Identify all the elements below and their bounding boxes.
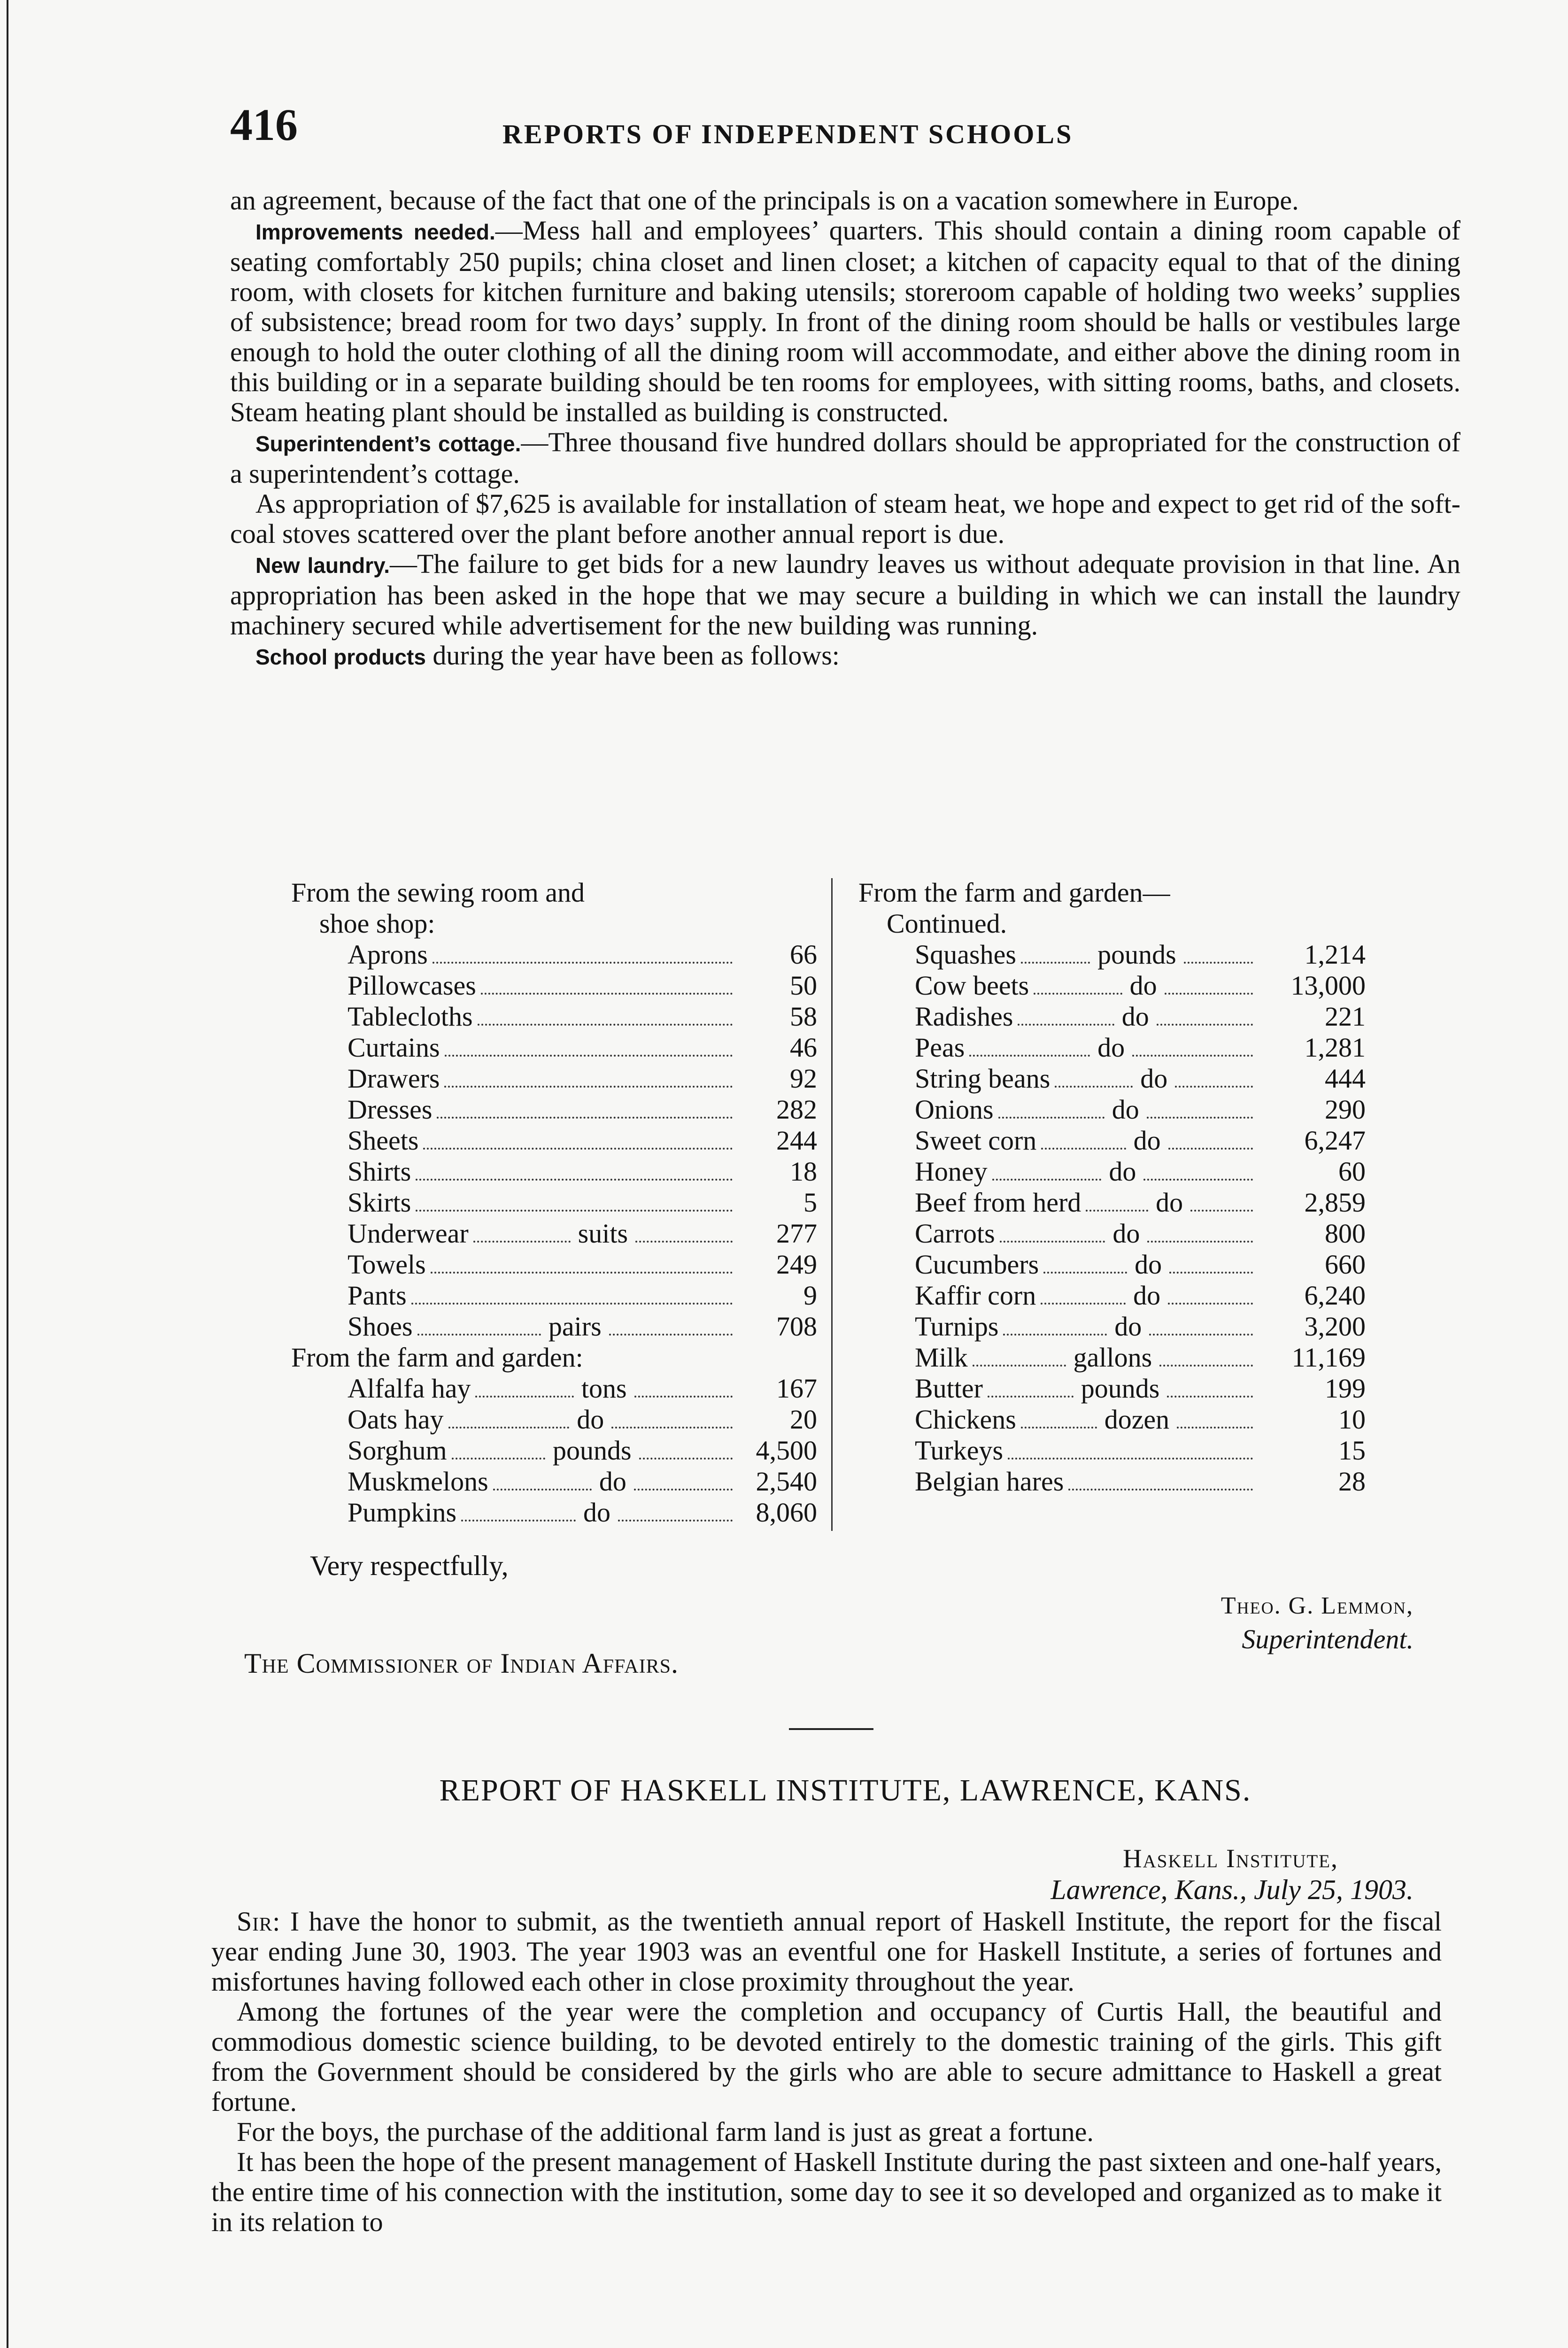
- leader-dots: [411, 1303, 733, 1305]
- product-label: Dresses: [348, 1094, 433, 1125]
- leader-dots: [437, 1117, 733, 1119]
- products-right-column: [858, 877, 1366, 1497]
- product-unit: pounds: [1097, 939, 1176, 970]
- product-row: [858, 1311, 1366, 1342]
- product-row: [291, 1032, 817, 1063]
- product-label: Butter: [915, 1373, 983, 1404]
- leader-dots: [634, 1396, 733, 1398]
- product-label: Shoes: [348, 1311, 413, 1342]
- farm-list-right: [858, 939, 1366, 1497]
- product-unit: do: [1156, 1187, 1183, 1218]
- product-value: 58: [790, 1001, 817, 1032]
- product-value: 5: [803, 1187, 817, 1218]
- product-unit: pounds: [553, 1435, 632, 1466]
- leader-dots: [1034, 993, 1122, 995]
- product-row: [858, 1094, 1366, 1125]
- leader-dots: [998, 1117, 1105, 1119]
- product-label: Milk: [915, 1342, 968, 1373]
- product-label: Carrots: [915, 1218, 995, 1249]
- leader-dots: [475, 1396, 573, 1398]
- page-number: 416: [230, 100, 298, 150]
- product-unit: do: [1129, 970, 1157, 1001]
- product-value: 6,240: [1304, 1280, 1366, 1311]
- product-label: Pillowcases: [348, 970, 476, 1001]
- products-left-column: [291, 877, 817, 1528]
- leader-dots: [1184, 962, 1253, 964]
- leader-dots: [1190, 1210, 1253, 1212]
- product-value: 444: [1325, 1063, 1366, 1094]
- product-label: Turnips: [915, 1311, 999, 1342]
- paragraph-intro: [211, 1907, 1442, 1997]
- product-label: Onions: [915, 1094, 994, 1125]
- paragraph-text: —Mess hall and employees’ quarters. This should contain a dining room capable of seating comfortably 250 pupils; china closet and linen closet; a kitchen of capacity equal to that of the dining room, with closets for kitchen furniture and baking utensils; storeroom capable of holding two weeks’ supplies of subsistence; bread room for two days’ supply. In front of the dining room should be halls or vestibules large enough to hold the outer clothing of all the dining room will accommodate, and either above the dining room in this building or in a separate building should be ten rooms for employees, with sitting rooms, baths, and closets. Steam heating plant should be installed as building is constructed.: [230, 215, 1460, 427]
- leader-dots: [1147, 1117, 1253, 1119]
- signer-title: Superintendent.: [1242, 1624, 1414, 1654]
- product-value: 708: [776, 1311, 818, 1342]
- product-row: [291, 939, 817, 970]
- leader-dots: [969, 1055, 1090, 1057]
- leader-dots: [973, 1365, 1066, 1367]
- report-title: REPORT OF HASKELL INSTITUTE, LAWRENCE, KANS.: [439, 1773, 1251, 1807]
- leader-dots: [423, 1148, 733, 1150]
- leader-dots: [416, 1179, 733, 1181]
- leader-dots: [1041, 1303, 1126, 1305]
- product-row: [858, 1156, 1366, 1187]
- product-label: Cucumbers: [915, 1249, 1039, 1280]
- paragraph-text: I have the honor to submit, as the twentieth annual report of Haskell Institute, the report for the fiscal year ending June 30, 1903. The year 1903 was an eventful one for Haskell Institute, a series of fortunes and misfortunes having followed each other in close proximity throughout the year.: [211, 1906, 1442, 1997]
- product-unit: do: [1112, 1094, 1139, 1125]
- product-row: [858, 1435, 1366, 1466]
- leader-dots: [445, 1055, 733, 1057]
- product-label: Oats hay: [348, 1404, 444, 1435]
- product-unit: do: [1133, 1280, 1161, 1311]
- product-unit: do: [583, 1497, 611, 1528]
- product-value: 2,859: [1304, 1187, 1366, 1218]
- product-label: Belgian hares: [915, 1466, 1064, 1497]
- product-value: 244: [776, 1125, 817, 1156]
- product-label: Skirts: [348, 1187, 411, 1218]
- leader-dots: [609, 1334, 733, 1336]
- leader-dots: [1157, 1024, 1253, 1026]
- leader-dots: [1086, 1210, 1148, 1212]
- leader-dots: [1168, 1148, 1253, 1150]
- product-row: [858, 1187, 1366, 1218]
- section-heading: From the sewing room and: [291, 877, 585, 908]
- leader-dots: [417, 1334, 541, 1336]
- leader-dots: [992, 1179, 1102, 1181]
- product-label: Peas: [915, 1032, 965, 1063]
- leader-dots: [1021, 962, 1090, 964]
- leader-dots: [1159, 1365, 1253, 1367]
- page-edge-left: [7, 0, 8, 2348]
- product-row: [291, 1156, 817, 1187]
- leader-dots: [639, 1458, 733, 1460]
- product-value: 1,214: [1304, 939, 1366, 970]
- column-divider: [831, 878, 833, 1531]
- product-unit: do: [1135, 1249, 1162, 1280]
- leader-dots: [493, 1489, 592, 1491]
- run-in-heading: School products: [255, 645, 426, 669]
- product-row: [858, 970, 1366, 1001]
- leader-dots: [1168, 1303, 1253, 1305]
- leader-dots: [444, 1086, 733, 1088]
- product-row: [291, 1063, 817, 1094]
- leader-dots: [448, 1427, 570, 1429]
- paragraph: As appropriation of $7,625 is available for installation of steam heat, we hope and expect to get rid of the soft-coal stoves scattered over the plant before another annual report is due.: [230, 488, 1460, 549]
- product-value: 15: [1338, 1435, 1366, 1466]
- leader-dots: [635, 1241, 733, 1243]
- paragraph: an agreement, because of the fact that one of the principals is on a vacation somewhere in Europe.: [230, 185, 1299, 216]
- product-label: Kaffir corn: [915, 1280, 1036, 1311]
- product-value: 1,281: [1304, 1032, 1366, 1063]
- leader-dots: [431, 1272, 733, 1274]
- leader-dots: [1177, 1427, 1253, 1429]
- product-label: Curtains: [348, 1032, 440, 1063]
- signer-name: Theo. G. Lemmon,: [1220, 1592, 1414, 1619]
- leader-dots: [473, 1241, 571, 1243]
- product-value: 4,500: [756, 1435, 817, 1466]
- paragraph-laundry: [230, 549, 1460, 641]
- leader-dots: [1165, 993, 1253, 995]
- product-label: Honey: [915, 1156, 988, 1187]
- product-label: Pants: [348, 1280, 407, 1311]
- product-label: Radishes: [915, 1001, 1013, 1032]
- product-row: [858, 1218, 1366, 1249]
- product-unit: suits: [578, 1218, 628, 1249]
- leader-dots: [433, 962, 733, 964]
- product-row: [291, 1187, 817, 1218]
- leader-dots: [1175, 1086, 1253, 1088]
- product-row: [291, 1373, 817, 1404]
- leader-dots: [1068, 1489, 1253, 1491]
- product-row: [858, 1373, 1366, 1404]
- product-label: Alfalfa hay: [348, 1373, 471, 1404]
- product-label: String beans: [915, 1063, 1050, 1094]
- product-row: [291, 1094, 817, 1125]
- product-value: 221: [1325, 1001, 1366, 1032]
- leader-dots: [988, 1396, 1074, 1398]
- product-row: [858, 939, 1366, 970]
- product-label: Sorghum: [348, 1435, 447, 1466]
- product-unit: do: [1097, 1032, 1125, 1063]
- product-label: Sheets: [348, 1125, 419, 1156]
- dateline-place-date: Lawrence, Kans., July 25, 1903.: [1050, 1874, 1414, 1905]
- addressee: The Commissioner of Indian Affairs.: [244, 1648, 679, 1679]
- section-rule: [789, 1728, 873, 1730]
- running-head: REPORTS OF INDEPENDENT SCHOOLS: [502, 119, 1074, 149]
- product-unit: do: [1133, 1125, 1161, 1156]
- leader-dots: [1043, 1272, 1127, 1274]
- leader-dots: [478, 1024, 733, 1026]
- leader-dots: [1000, 1241, 1105, 1243]
- section-heading-cont: shoe shop:: [319, 908, 435, 939]
- leader-dots: [1055, 1086, 1133, 1088]
- product-unit: dozen: [1104, 1404, 1170, 1435]
- paragraph-text: during the year have been as follows:: [425, 640, 840, 671]
- product-row: [291, 1249, 817, 1280]
- product-row: [291, 1435, 817, 1466]
- product-row: [291, 1404, 817, 1435]
- product-value: 10: [1338, 1404, 1366, 1435]
- paragraph-text: —The failure to get bids for a new laundry leaves us without adequate provision in that line. An appropriation has been asked in the hope that we may secure a building in which we can install the laundry machinery secured while advertisement for the new building was running.: [230, 548, 1460, 641]
- product-row: [858, 1063, 1366, 1094]
- product-unit: gallons: [1073, 1342, 1152, 1373]
- product-row: [291, 1497, 817, 1528]
- product-unit: do: [1140, 1063, 1168, 1094]
- product-row: [858, 1466, 1366, 1497]
- leader-dots: [481, 993, 733, 995]
- signature-block: [1113, 1592, 1414, 1655]
- product-value: 277: [776, 1218, 818, 1249]
- product-label: Tablecloths: [348, 1001, 473, 1032]
- product-label: Shirts: [348, 1156, 411, 1187]
- body-text-report: [211, 1907, 1442, 2237]
- product-value: 167: [776, 1373, 818, 1404]
- dateline-institute: Haskell Institute,: [1123, 1844, 1338, 1873]
- product-value: 2,540: [756, 1466, 817, 1497]
- product-row: [858, 1280, 1366, 1311]
- product-label: Muskmelons: [348, 1466, 488, 1497]
- product-row: [291, 1280, 817, 1311]
- product-unit: pounds: [1081, 1373, 1160, 1404]
- product-value: 60: [1338, 1156, 1366, 1187]
- product-row: [858, 1249, 1366, 1280]
- product-unit: do: [599, 1466, 626, 1497]
- product-value: 9: [803, 1280, 817, 1311]
- leader-dots: [1021, 1427, 1097, 1429]
- leader-dots: [1008, 1458, 1253, 1460]
- leader-dots: [618, 1520, 733, 1522]
- product-unit: do: [1114, 1311, 1142, 1342]
- product-row: [858, 1342, 1366, 1373]
- product-value: 11,169: [1291, 1342, 1366, 1373]
- product-row: [291, 970, 817, 1001]
- leader-dots: [1167, 1396, 1253, 1398]
- product-value: 282: [776, 1094, 817, 1125]
- product-unit: do: [1112, 1218, 1140, 1249]
- product-row: [858, 1404, 1366, 1435]
- product-value: 3,200: [1304, 1311, 1366, 1342]
- page-header: [230, 99, 1460, 150]
- closing-salutation: Very respectfully,: [310, 1550, 509, 1581]
- product-value: 199: [1325, 1373, 1366, 1404]
- product-row: [291, 1311, 817, 1342]
- leader-dots: [611, 1427, 733, 1429]
- section-heading-cont: Continued.: [887, 908, 1007, 939]
- product-value: 660: [1325, 1249, 1366, 1280]
- product-row: [291, 1218, 817, 1249]
- product-label: Cow beets: [915, 970, 1029, 1001]
- leader-dots: [1143, 1179, 1253, 1181]
- leader-dots: [1018, 1024, 1114, 1026]
- body-text-top: [230, 185, 1460, 672]
- product-unit: do: [577, 1404, 604, 1435]
- leader-dots: [1041, 1148, 1126, 1150]
- leader-dots: [1147, 1241, 1253, 1243]
- dateline: [892, 1843, 1414, 1905]
- product-row: [291, 1466, 817, 1497]
- product-label: Drawers: [348, 1063, 440, 1094]
- paragraph: It has been the hope of the present management of Haskell Institute during the past sixteen and one-half years, the entire time of his connection with the institution, some day to see it so developed and organized as to make it in its relation to: [211, 2147, 1442, 2237]
- farm-list-left: [291, 1373, 817, 1528]
- section-heading: From the farm and garden:: [291, 1342, 583, 1373]
- product-label: Chickens: [915, 1404, 1016, 1435]
- product-value: 50: [790, 970, 817, 1001]
- product-unit: do: [1109, 1156, 1136, 1187]
- product-value: 800: [1325, 1218, 1366, 1249]
- product-label: Squashes: [915, 939, 1016, 970]
- product-value: 290: [1325, 1094, 1366, 1125]
- salutation: Sir:: [237, 1906, 281, 1937]
- leader-dots: [1003, 1334, 1107, 1336]
- leader-dots: [1149, 1334, 1253, 1336]
- sewing-list: [291, 939, 817, 1342]
- product-label: Turkeys: [915, 1435, 1004, 1466]
- paragraph: Among the fortunes of the year were the completion and occupancy of Curtis Hall, the beautiful and commodious domestic science building, to be devoted entirely to the domestic training of the girls. This gift from the Government should be considered by the girls who are able to secure admittance to Haskell a great fortune.: [211, 1996, 1442, 2117]
- leader-dots: [1132, 1055, 1253, 1057]
- product-label: Aprons: [348, 939, 428, 970]
- leader-dots: [452, 1458, 545, 1460]
- product-row: [858, 1032, 1366, 1063]
- product-value: 6,247: [1304, 1125, 1366, 1156]
- run-in-heading: Improvements needed.: [255, 220, 495, 244]
- paragraph-cottage: [230, 427, 1460, 489]
- product-label: Underwear: [348, 1218, 469, 1249]
- section-heading: From the farm and garden—: [858, 877, 1170, 908]
- paragraph: For the boys, the purchase of the additional farm land is just as great a fortune.: [237, 2116, 1094, 2147]
- leader-dots: [461, 1520, 576, 1522]
- product-value: 8,060: [756, 1497, 817, 1528]
- product-value: 20: [790, 1404, 817, 1435]
- product-row: [858, 1125, 1366, 1156]
- product-unit: tons: [581, 1373, 627, 1404]
- product-value: 46: [790, 1032, 817, 1063]
- product-row: [291, 1125, 817, 1156]
- product-value: 92: [790, 1063, 817, 1094]
- run-in-heading: New laundry.: [255, 553, 390, 578]
- paragraph-improvements: [230, 216, 1460, 427]
- paragraph-text: —Three thousand five hundred dollars should be appropriated for the construction of a superintendent’s cottage.: [230, 427, 1460, 489]
- product-label: Beef from herd: [915, 1187, 1081, 1218]
- product-row: [858, 1001, 1366, 1032]
- product-row: [291, 1001, 817, 1032]
- product-value: 18: [790, 1156, 817, 1187]
- leader-dots: [1169, 1272, 1253, 1274]
- run-in-heading: Superintendent’s cottage.: [255, 432, 521, 456]
- product-value: 249: [776, 1249, 817, 1280]
- product-unit: pairs: [548, 1311, 602, 1342]
- product-label: Sweet corn: [915, 1125, 1037, 1156]
- product-unit: do: [1121, 1001, 1149, 1032]
- leader-dots: [634, 1489, 733, 1491]
- paragraph-products: [230, 641, 1460, 672]
- product-value: 28: [1338, 1466, 1366, 1497]
- product-value: 13,000: [1290, 970, 1366, 1001]
- product-label: Pumpkins: [348, 1497, 457, 1528]
- product-value: 66: [790, 939, 817, 970]
- leader-dots: [416, 1210, 733, 1212]
- product-label: Towels: [348, 1249, 426, 1280]
